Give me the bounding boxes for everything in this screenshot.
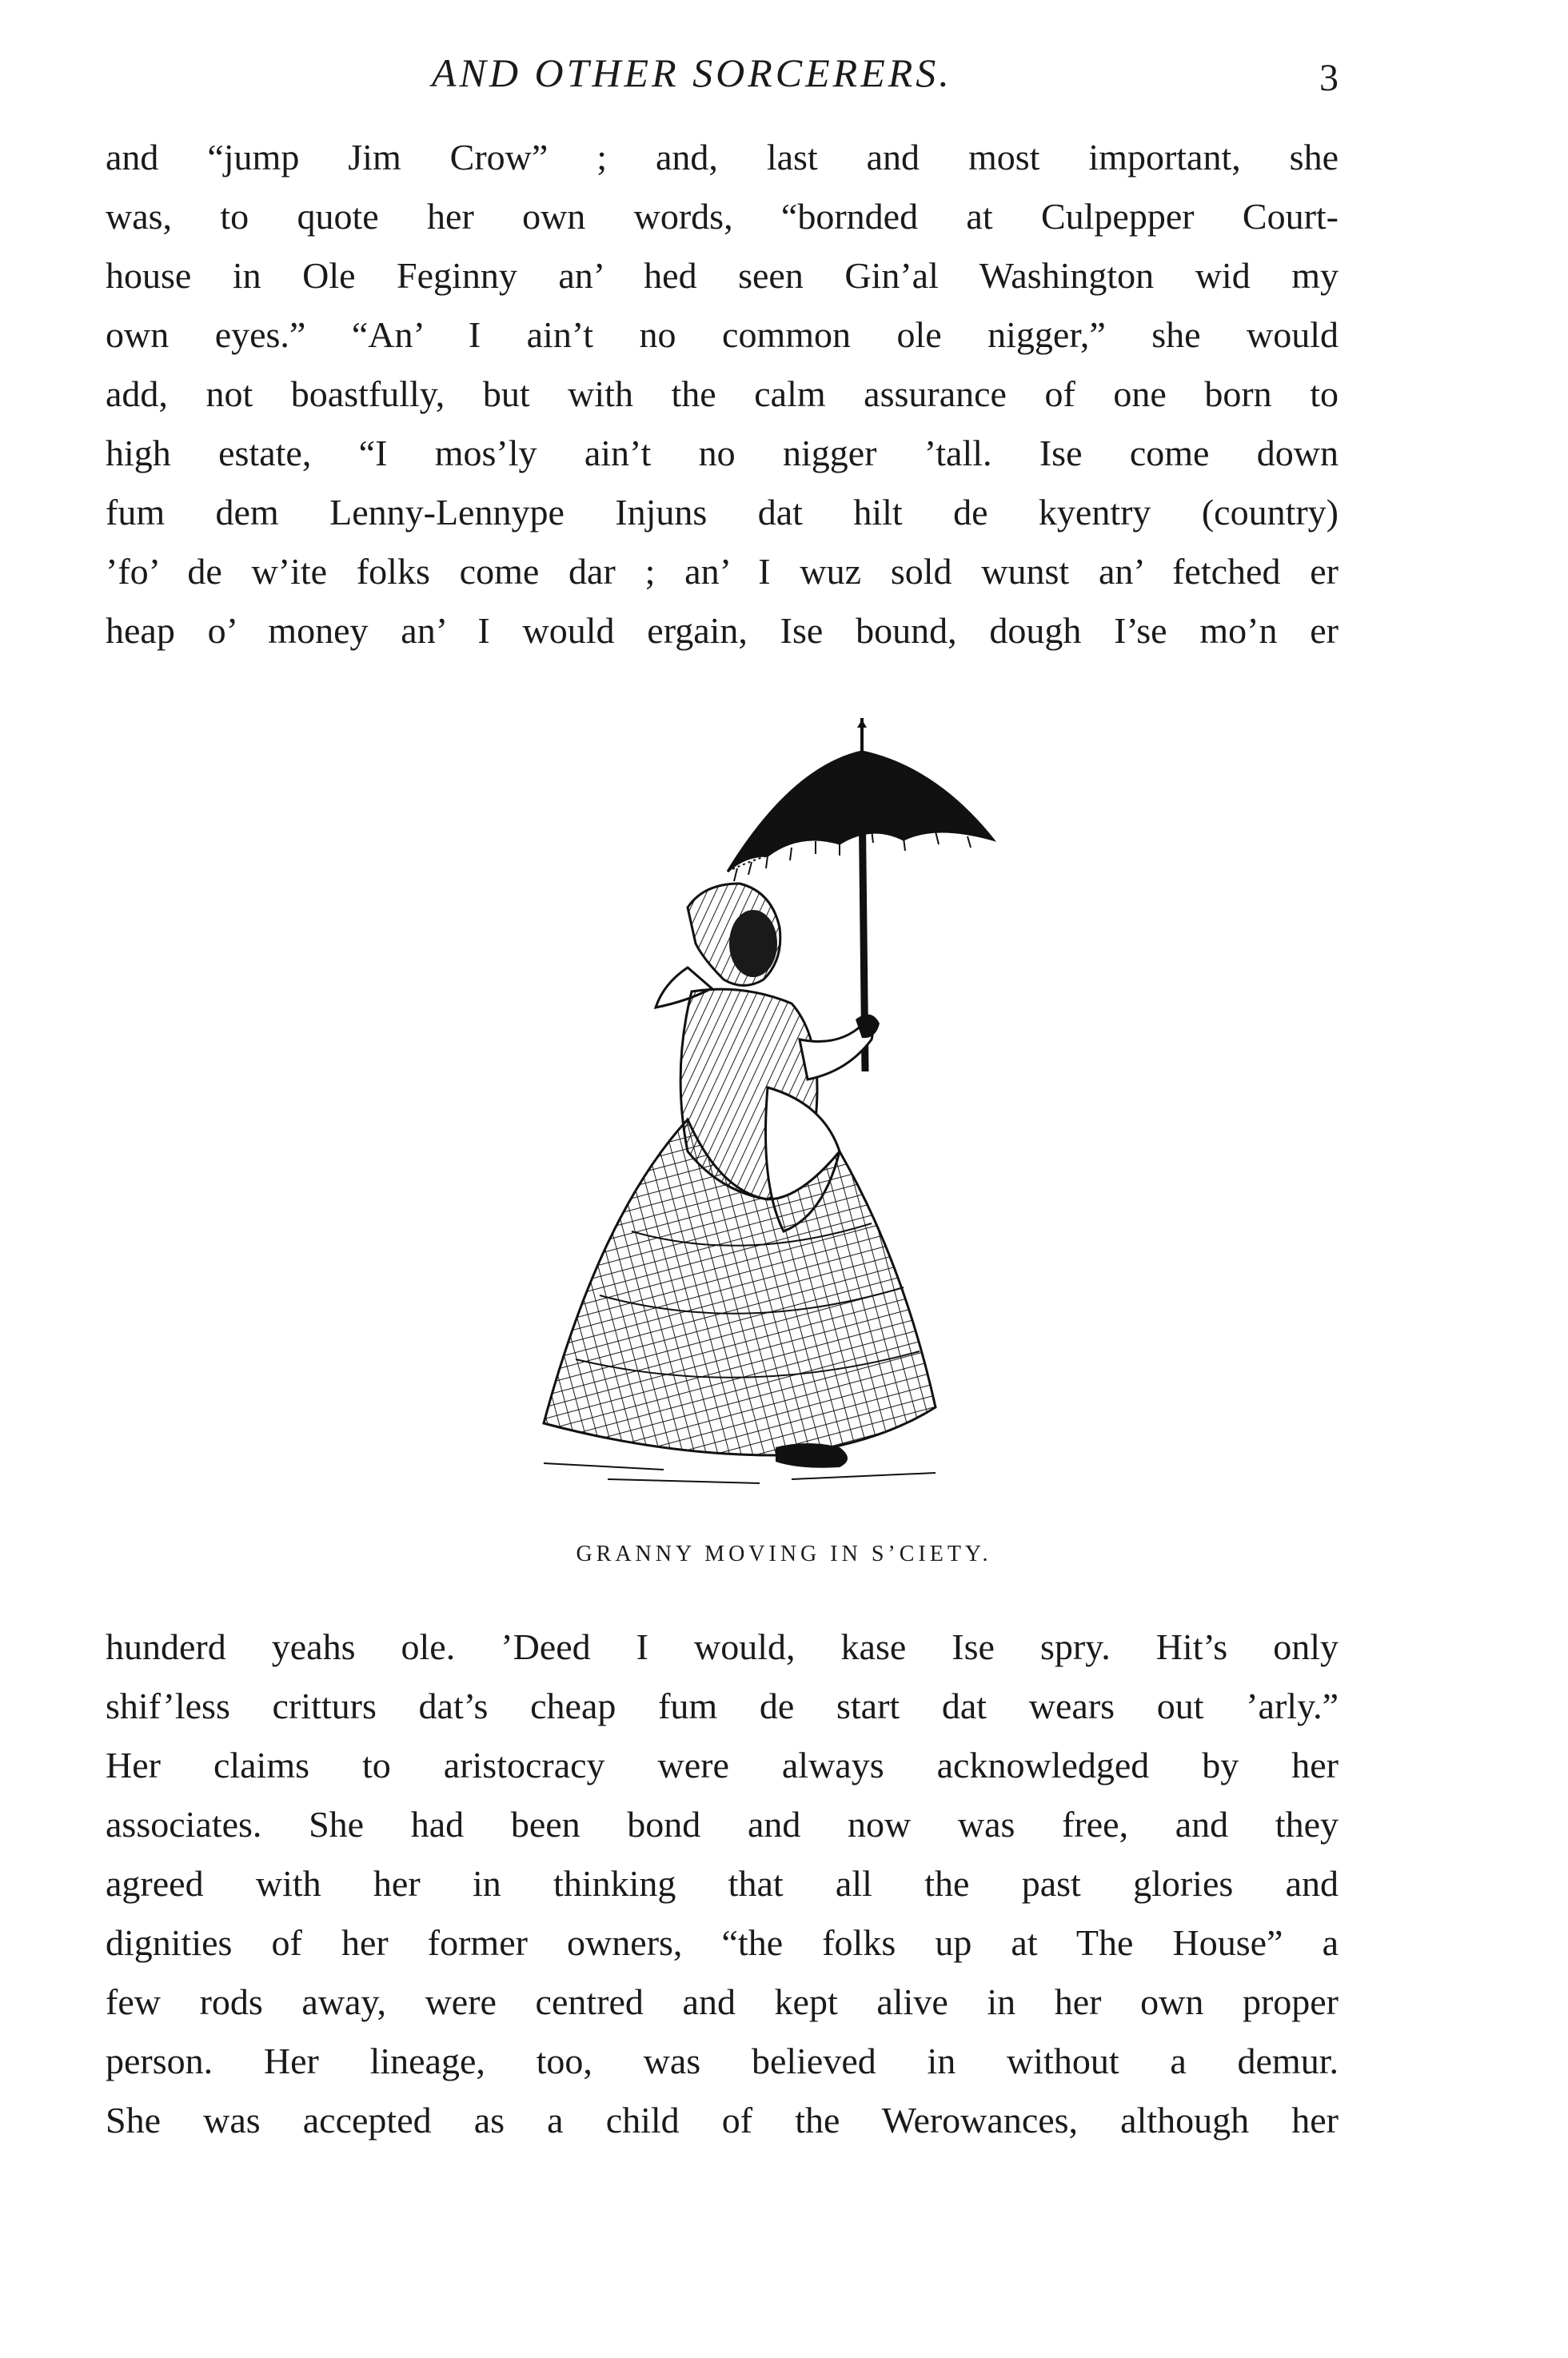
text-line: was, to quote her own words, “bornded at Culpepper Court- <box>106 196 1339 237</box>
text-line: dignities of her former owners, “the folks up at The House” a <box>106 1922 1339 1963</box>
text-line: fum dem Lenny-Lennype Injuns dat hilt de kyentry (country) <box>106 492 1339 533</box>
text-line: person. Her lineage, too, was believed in without a demur. <box>106 2041 1339 2081</box>
text-line: ’fo’ de w’ite folks come dar ; an’ I wuz sold wunst an’ fetched er <box>106 551 1339 592</box>
text-line: house in Ole Feginny an’ hed seen Gin’al Washington wid my <box>106 255 1339 296</box>
text-line: own eyes.” “An’ I ain’t no common ole nigger,” she would <box>106 314 1339 355</box>
page-number: 3 <box>1319 57 1339 99</box>
text-line: She was accepted as a child of the Werowances, although her <box>106 2100 1339 2141</box>
text-line: agreed with her in thinking that all the past glories and <box>106 1863 1339 1904</box>
illustration-caption: GRANNY MOVING IN S’CIETY. <box>576 1542 992 1566</box>
text-line: heap o’ money an’ I would ergain, Ise bound, dough I’se mo’n er <box>106 610 1339 651</box>
body-text-bottom <box>106 1618 1339 2150</box>
text-line: high estate, “I mos’ly ain’t no nigger ’tall. Ise come down <box>106 433 1339 473</box>
text-line: hunderd yeahs ole. ’Deed I would, kase Ise spry. Hit’s only <box>106 1626 1339 1667</box>
text-line: few rods away, were centred and kept alive in her own proper <box>106 1981 1339 2022</box>
text-line: associates. She had been bond and now was free, and they <box>106 1804 1339 1845</box>
running-title: AND OTHER SORCERERS. <box>432 50 952 95</box>
text-line: Her claims to aristocracy were always acknowledged by her <box>106 1745 1339 1785</box>
text-line: and “jump Jim Crow” ; and, last and most important, she <box>106 137 1339 178</box>
body-text-top <box>106 128 1339 660</box>
text-line: add, not boastfully, but with the calm assurance of one born to <box>106 373 1339 414</box>
granny-illustration <box>424 704 999 1495</box>
text-line: shif’less critturs dat’s cheap fum de start dat wears out ’arly.” <box>106 1686 1339 1726</box>
woman-with-parasol-engraving <box>424 704 999 1495</box>
running-head <box>0 50 1568 106</box>
